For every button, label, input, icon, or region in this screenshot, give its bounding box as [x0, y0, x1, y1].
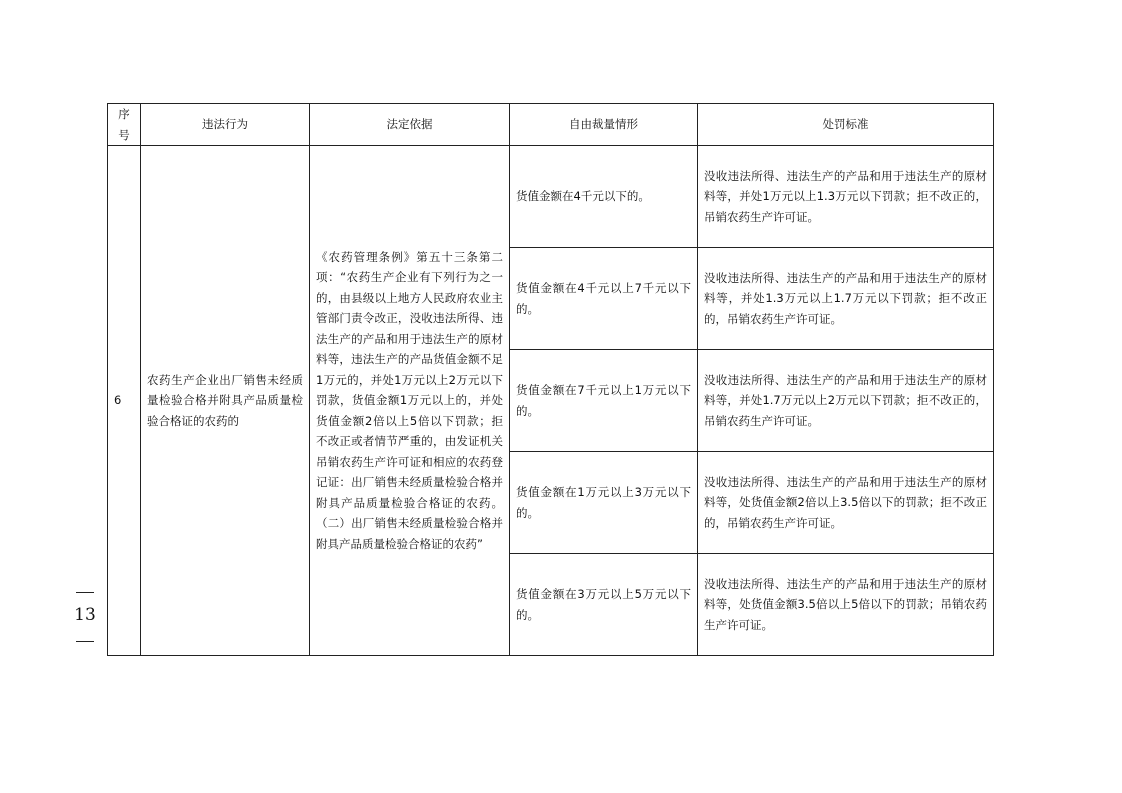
discretion-cell-1: 货值金额在4千元以下的。 [510, 146, 698, 248]
header-discretion: 自由裁量情形 [510, 104, 698, 146]
header-basis: 法定依据 [310, 104, 510, 146]
standard-cell-4: 没收违法所得、违法生产的产品和用于违法生产的原材料等，处货值金额2倍以上3.5倍以下的罚款；拒不改正的，吊销农药生产许可证。 [698, 452, 994, 554]
page-number-block [72, 592, 98, 642]
discretion-cell-3: 货值金额在7千元以上1万元以下的。 [510, 350, 698, 452]
header-standard: 处罚标准 [698, 104, 994, 146]
page-number-dash-top [76, 592, 94, 593]
standard-cell-1: 没收违法所得、违法生产的产品和用于违法生产的原材料等，并处1万元以上1.3万元以下罚款；拒不改正的，吊销农药生产许可证。 [698, 146, 994, 248]
standard-cell-2: 没收违法所得、违法生产的产品和用于违法生产的原材料等，并处1.3万元以上1.7万元以下罚款；拒不改正的，吊销农药生产许可证。 [698, 248, 994, 350]
standard-cell-5: 没收违法所得、违法生产的产品和用于违法生产的原材料等，处货值金额3.5倍以上5倍以下的罚款；吊销农药生产许可证。 [698, 554, 994, 656]
penalty-standard-table [107, 103, 994, 656]
discretion-cell-5: 货值金额在3万元以上5万元以下的。 [510, 554, 698, 656]
header-seq: 序号 [108, 104, 141, 146]
page-number-dash-bottom [76, 641, 94, 642]
discretion-cell-2: 货值金额在4千元以上7千元以下的。 [510, 248, 698, 350]
row-seq-cell: 6 [108, 146, 141, 656]
table-header-row [108, 104, 994, 146]
header-act: 违法行为 [141, 104, 310, 146]
standard-cell-3: 没收违法所得、违法生产的产品和用于违法生产的原材料等，并处1.7万元以上2万元以下罚款；拒不改正的，吊销农药生产许可证。 [698, 350, 994, 452]
table-row [108, 146, 994, 248]
row-act-cell: 农药生产企业出厂销售未经质量检验合格并附具产品质量检验合格证的农药的 [141, 146, 310, 656]
discretion-cell-4: 货值金额在1万元以上3万元以下的。 [510, 452, 698, 554]
page-number: 13 [74, 605, 96, 625]
row-basis-cell: 《农药管理条例》第五十三条第二项：“农药生产企业有下列行为之一的，由县级以上地方人民政府农业主管部门责令改正，没收违法所得、违法生产的产品和用于违法生产的原材料等，违法生产的产品货值金额不足1万元的，并处1万元以上2万元以下罚款，货值金额1万元以上的，并处货值金额2倍以上5倍以下罚款；拒不改正或者情节严重的，由发证机关吊销农药生产许可证和相应的农药登记证：出厂销售未经质量检验合格并附具产品质量检验合格证的农药。（二）出厂销售未经质量检验合格并附具产品质量检验合格证的农药” [310, 146, 510, 656]
